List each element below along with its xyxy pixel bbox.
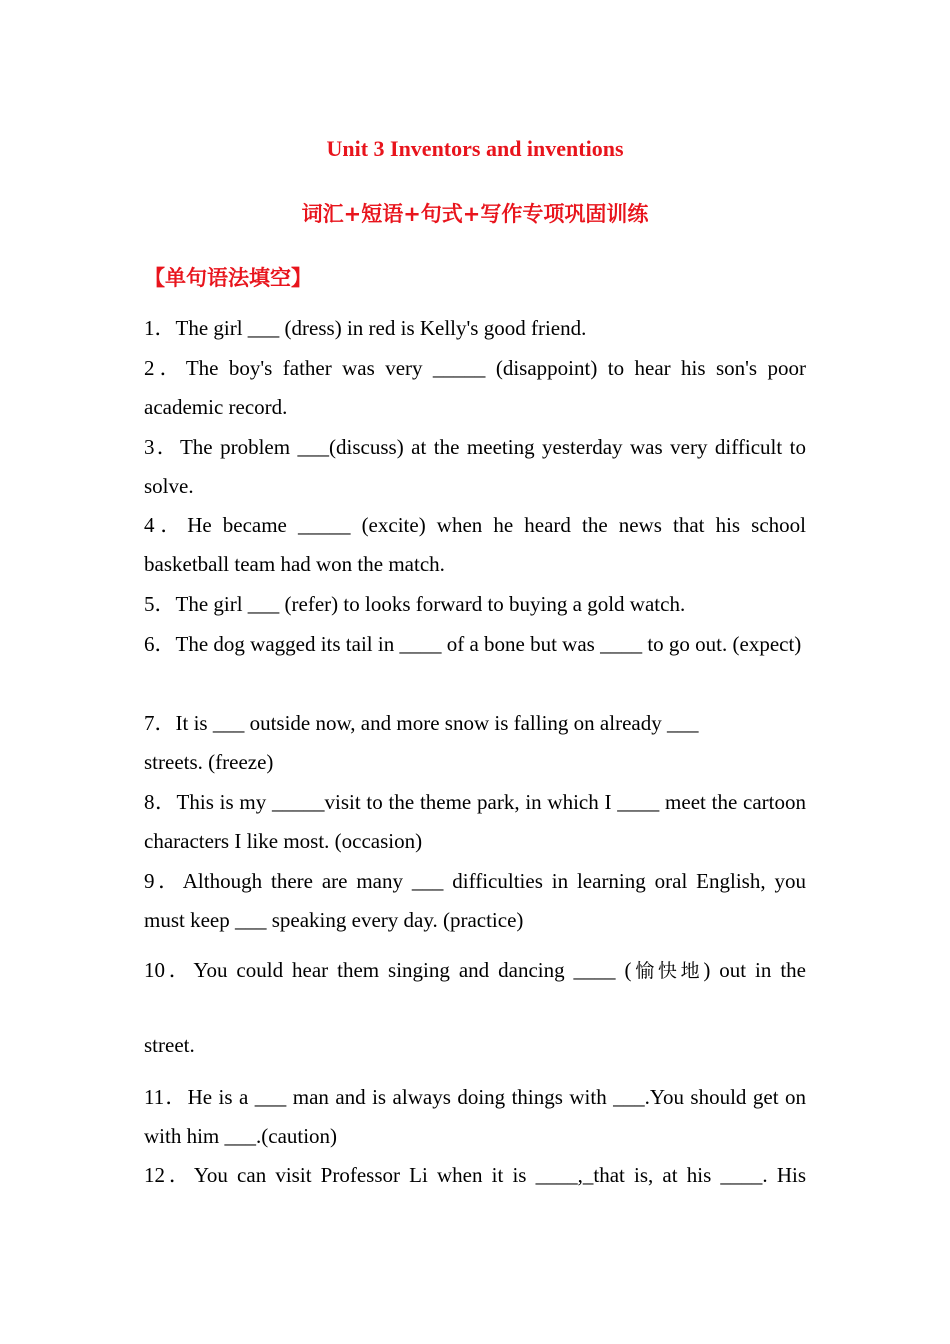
question-9 — [144, 862, 806, 940]
question-2 — [144, 349, 806, 427]
question-number: 9． — [144, 869, 183, 893]
question-text: He became _____ (excite) when he heard the news that his school basketball team had won the match. — [144, 513, 806, 576]
question-text: You could hear them singing and dancing ____ ( — [193, 958, 632, 982]
question-text: This is my _____visit to the theme park, in which I ____ meet the cartoon characters I like most. (occasion) — [144, 790, 806, 853]
question-text: It is ___ outside now, and more snow is falling on already ___ — [175, 711, 699, 735]
question-text-continued: street. — [144, 1033, 195, 1057]
question-text-end: ) out in the — [703, 958, 806, 982]
question-number: 11． — [144, 1085, 188, 1109]
question-text: The girl ___ (refer) to looks forward to buying a gold watch. — [175, 592, 686, 616]
question-3 — [144, 428, 806, 506]
document-subtitle: 词汇+短语+句式+写作专项巩固训练 — [301, 202, 649, 226]
question-number: 3． — [144, 435, 180, 459]
question-text: The dog wagged its tail in ____ of a bone but was ____ to go out. (expect) — [175, 632, 802, 656]
section-heading: 【单句语法填空】 — [144, 266, 312, 290]
question-number: 7． — [144, 711, 176, 735]
question-number: 6． — [144, 632, 176, 656]
question-10-continued — [144, 1026, 806, 1065]
question-text: The problem ___(discuss) at the meeting yesterday was very difficult to solve. — [144, 435, 806, 498]
question-6 — [144, 625, 806, 664]
question-text: Although there are many ___ difficulties in learning oral English, you must keep ___ speaking every day. (practice) — [144, 869, 806, 932]
question-text: You can visit Professor Li when it is ____,_that is, at his ____. His — [193, 1163, 806, 1187]
question-number: 1． — [144, 316, 176, 340]
question-11 — [144, 1078, 806, 1156]
question-7 — [144, 704, 806, 782]
question-number: 2． — [144, 356, 186, 380]
question-4 — [144, 506, 806, 584]
question-8 — [144, 783, 806, 861]
question-number: 8． — [144, 790, 177, 814]
question-text-continued: streets. (freeze) — [144, 750, 274, 774]
question-1 — [144, 309, 806, 348]
question-text: The girl ___ (dress) in red is Kelly's good friend. — [175, 316, 587, 340]
question-5 — [144, 585, 806, 624]
question-number: 5． — [144, 592, 176, 616]
question-text-chinese-hint: 愉快地 — [631, 960, 704, 982]
question-10 — [144, 951, 806, 991]
question-number: 12． — [144, 1163, 194, 1187]
question-number: 10． — [144, 958, 194, 982]
document-title: Unit 3 Inventors and inventions — [326, 136, 624, 161]
question-text: He is a ___ man and is always doing things with ___.You should get on with him ___.(caution) — [144, 1085, 806, 1148]
question-text: The boy's father was very _____ (disappoint) to hear his son's poor academic record. — [144, 356, 806, 419]
question-12 — [144, 1156, 806, 1195]
question-number: 4． — [144, 513, 188, 537]
